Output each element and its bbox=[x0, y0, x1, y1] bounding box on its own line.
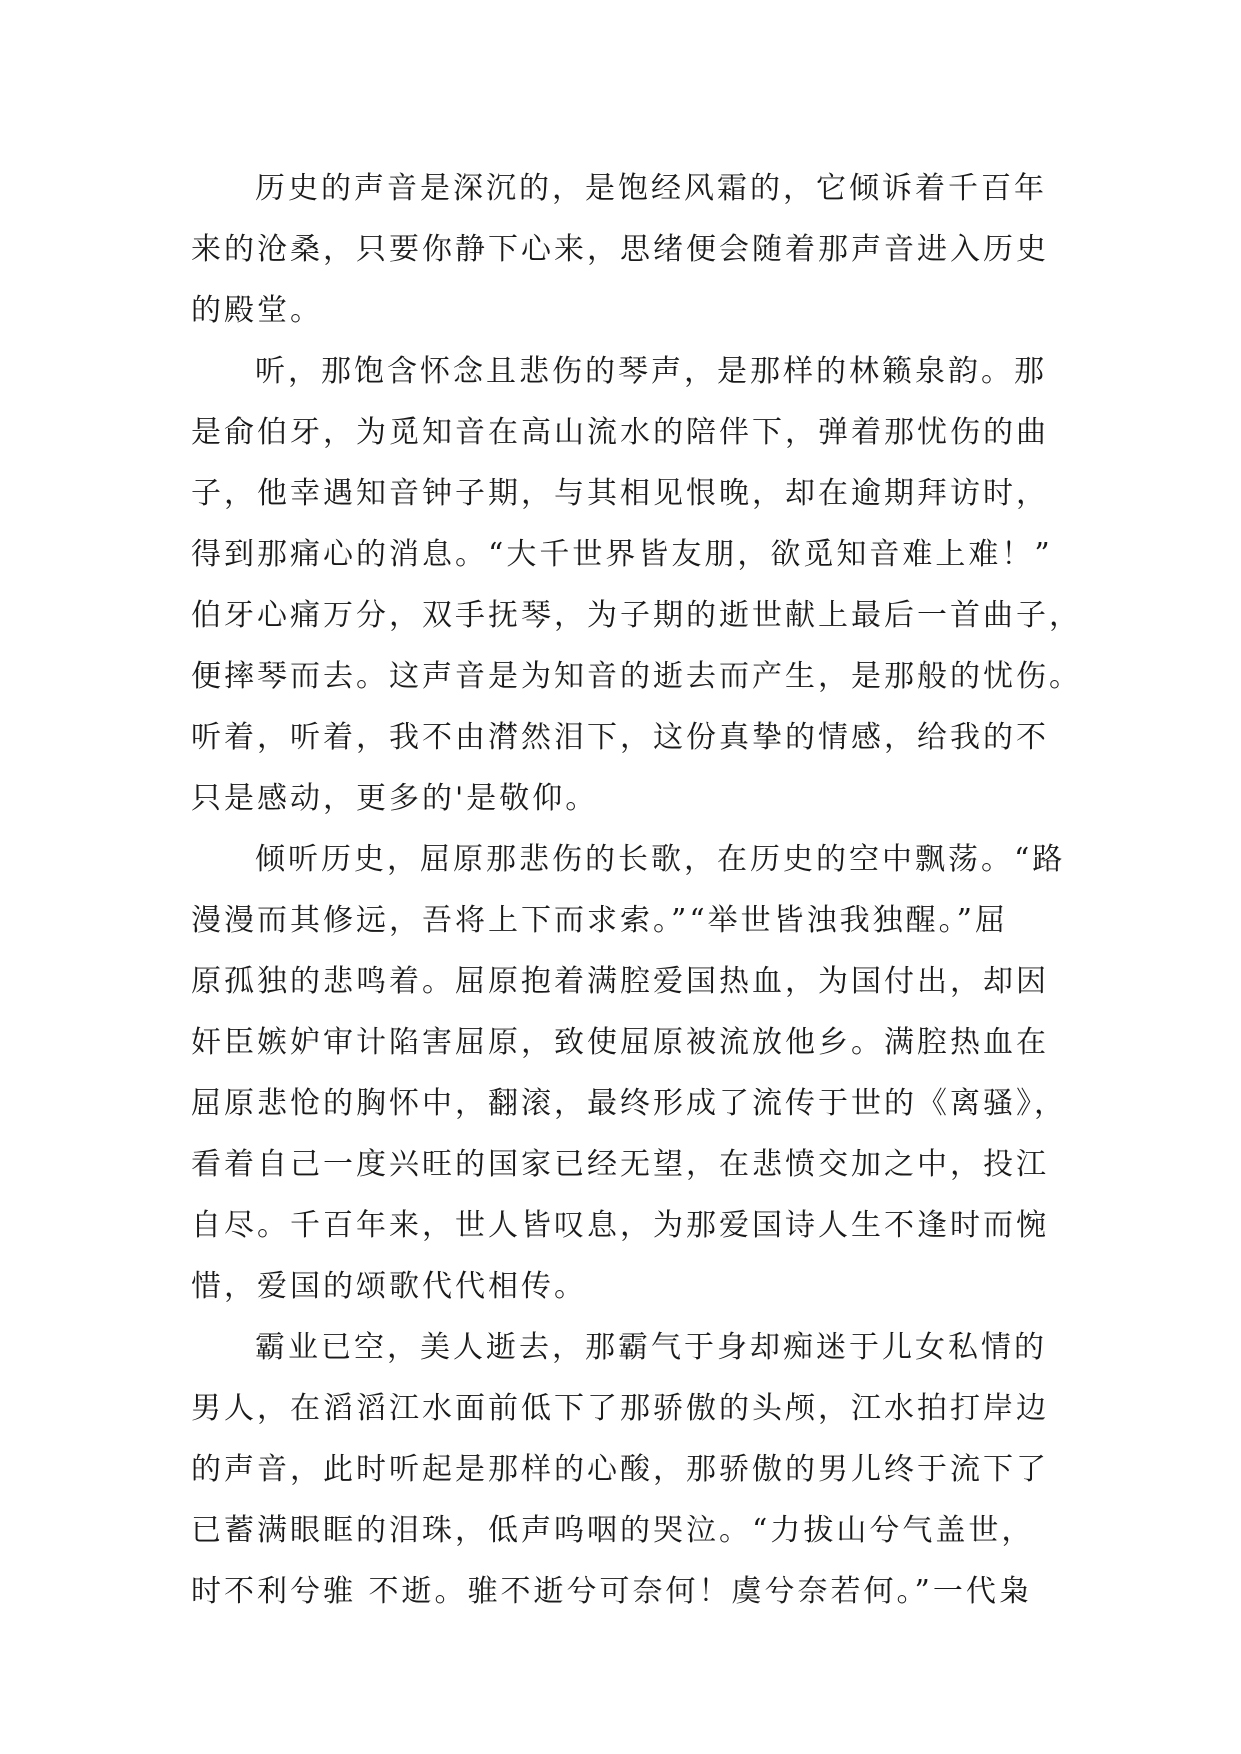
text-line: 历史的声音是深沉的，是饱经风霜的，它倾诉着千百年 bbox=[255, 171, 1047, 206]
text-line: 是俞伯牙，为觅知音在高山流水的陪伴下，弹着那忧伤的曲 bbox=[191, 415, 1049, 450]
text-line: 得到那痛心的消息。“大千世界皆友朋，欲觅知音难上难！” bbox=[191, 537, 1053, 572]
text-line: 漫漫而其修远，吾将上下而求索。”“举世皆浊我独醒。”屈 bbox=[191, 903, 1009, 938]
text-line: 子，他幸遇知音钟子期，与其相见恨晚，却在逾期拜访时， bbox=[191, 476, 1049, 511]
text-line: 屈原悲怆的胸怀中，翻滚，最终形成了流传于世的《离骚》， bbox=[191, 1086, 1067, 1121]
essay-body bbox=[191, 158, 1082, 1622]
text-line: 惜，爱国的颂歌代代相传。 bbox=[191, 1269, 587, 1304]
text-line: 伯牙心痛万分，双手抚琴，为子期的逝世献上最后一首曲子， bbox=[191, 598, 1082, 633]
text-line: 男人，在滔滔江水面前低下了那骄傲的头颅，江水拍打岸边 bbox=[191, 1391, 1049, 1426]
text-line: 倾听历史，屈原那悲伤的长歌，在历史的空中飘荡。“路 bbox=[255, 842, 1066, 877]
text-line: 霸业已空，美人逝去，那霸气于身却痴迷于儿女私情的 bbox=[255, 1330, 1047, 1365]
text-line: 的殿堂。 bbox=[191, 293, 323, 328]
text-line: 只是感动，更多的'是敬仰。 bbox=[191, 781, 599, 816]
text-line: 自尽。千百年来，世人皆叹息，为那爱国诗人生不逢时而惋 bbox=[191, 1208, 1049, 1243]
text-line: 的声音，此时听起是那样的心酸，那骄傲的男儿终于流下了 bbox=[191, 1452, 1049, 1487]
text-line: 奸臣嫉妒审计陷害屈原，致使屈原被流放他乡。满腔热血在 bbox=[191, 1025, 1049, 1060]
text-line: 听着，听着，我不由潸然泪下，这份真挚的情感，给我的不 bbox=[191, 720, 1049, 755]
text-line: 已蓄满眼眶的泪珠，低声呜咽的哭泣。“力拔山兮气盖世， bbox=[191, 1513, 1035, 1548]
text-line: 原孤独的悲鸣着。屈原抱着满腔爱国热血，为国付出，却因 bbox=[191, 964, 1049, 999]
text-line: 便摔琴而去。这声音是为知音的逝去而产生，是那般的忧伤。 bbox=[191, 659, 1082, 694]
text-line: 时不利兮骓 不逝。骓不逝兮可奈何！虞兮奈若何。”一代枭 bbox=[191, 1574, 1032, 1609]
text-line: 看着自己一度兴旺的国家已经无望，在悲愤交加之中，投江 bbox=[191, 1147, 1049, 1182]
text-line: 听，那饱含怀念且悲伤的琴声，是那样的林籁泉韵。那 bbox=[255, 354, 1047, 389]
text-line: 来的沧桑，只要你静下心来，思绪便会随着那声音进入历史 bbox=[191, 232, 1049, 267]
